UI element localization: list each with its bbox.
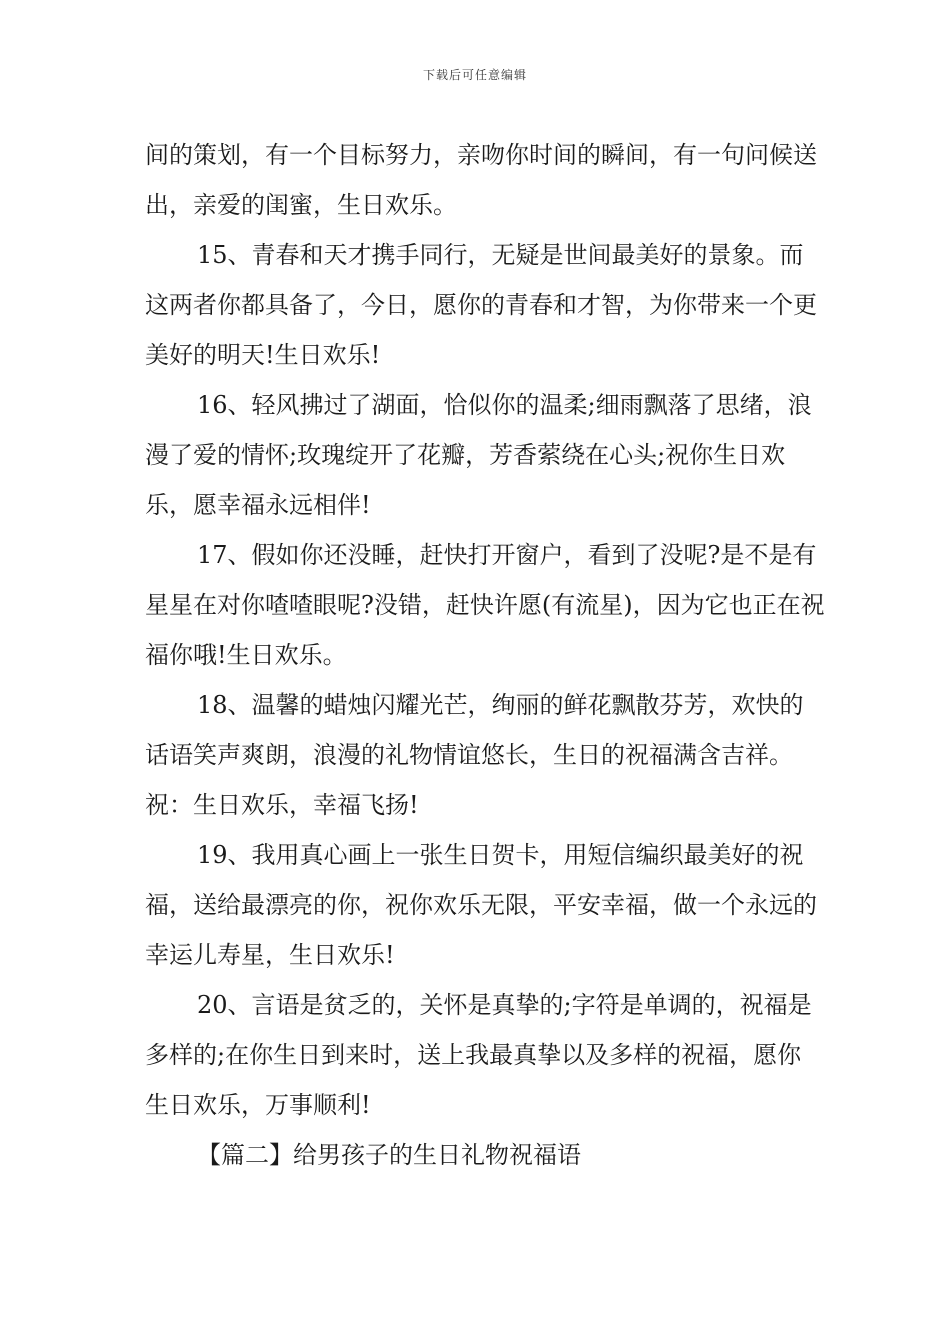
paragraph-19: 19、我用真心画上一张生日贺卡，用短信编织最美好的祝福，送给最漂亮的你，祝你欢乐无限，平安幸福，做一个永远的幸运儿寿星，生日欢乐! <box>145 841 817 969</box>
paragraph-20: 20、言语是贫乏的，关怀是真挚的;字符是单调的，祝福是多样的;在你生日到来时，送上我最真挚以及多样的祝福，愿你生日欢乐，万事顺利! <box>145 991 812 1119</box>
paragraph-15: 15、青春和天才携手同行，无疑是世间最美好的景象。而这两者你都具备了，今日，愿你的青春和才智，为你带来一个更美好的明天!生日欢乐! <box>145 241 817 369</box>
paragraph-18: 18、温馨的蜡烛闪耀光芒，绚丽的鲜花飘散芬芳，欢快的话语笑声爽朗，浪漫的礼物情谊悠长，生日的祝福满含吉祥。祝：生日欢乐，幸福飞扬! <box>145 691 804 819</box>
paragraph-17: 17、假如你还没睡，赶快打开窗户，看到了没呢?是不是有星星在对你喳喳眼呢?没错，赶快许愿(有流星)，因为它也正在祝福你哦!生日欢乐。 <box>145 541 825 669</box>
paragraph-16: 16、轻风拂过了湖面，恰似你的温柔;细雨飘落了思绪，浪漫了爱的情怀;玫瑰绽开了花瓣，芳香萦绕在心头;祝你生日欢乐，愿幸福永远相伴! <box>145 391 812 519</box>
paragraph-continuation: 间的策划，有一个目标努力，亲吻你时间的瞬间，有一句问候送出，亲爱的闺蜜，生日欢乐。 <box>145 141 817 219</box>
document-body <box>145 130 825 1180</box>
section-heading: 【篇二】给男孩子的生日礼物祝福语 <box>197 1141 581 1169</box>
header-note: 下载后可任意编辑 <box>422 68 527 82</box>
